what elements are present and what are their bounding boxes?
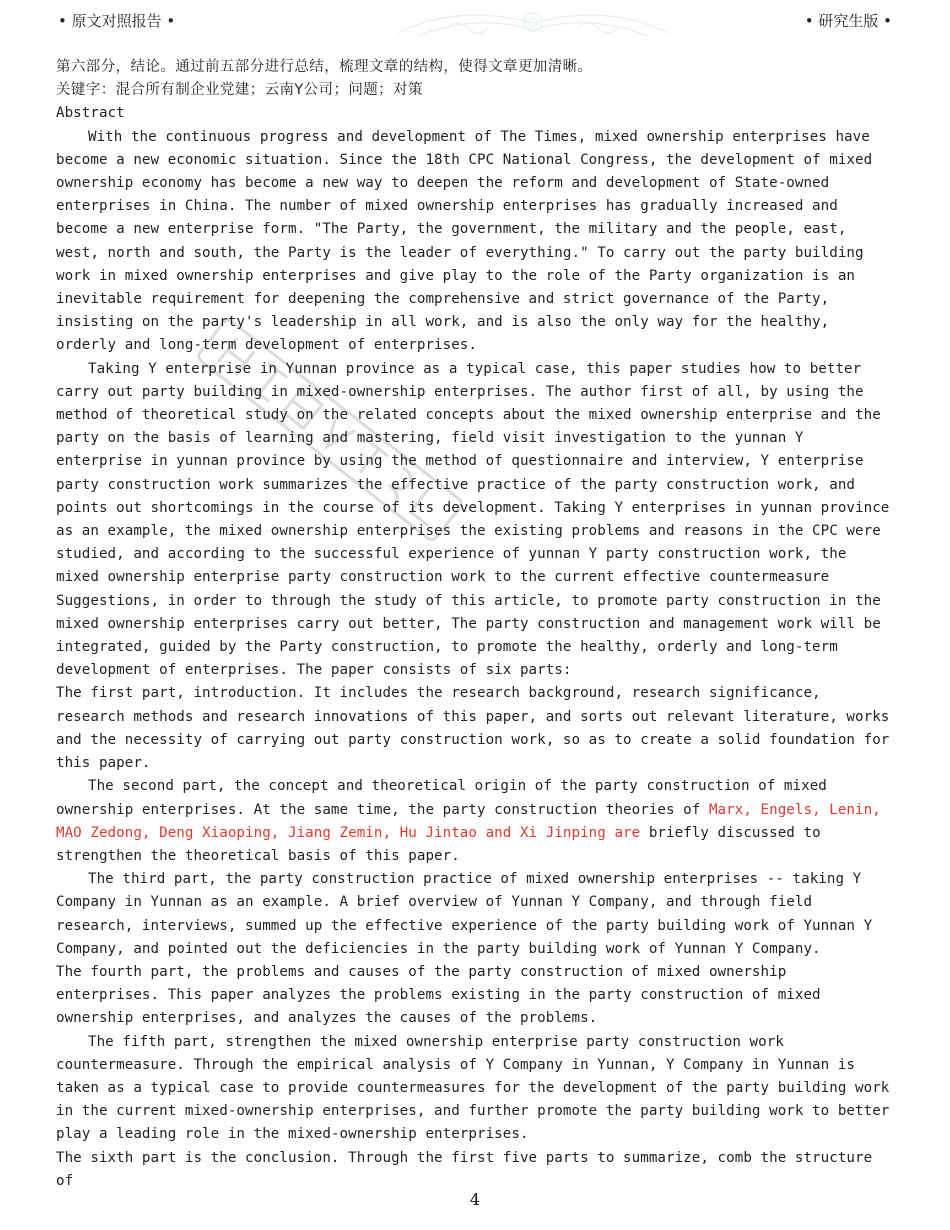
edition-label: • 研究生版 •: [804, 12, 892, 30]
page-header: [58, 8, 892, 32]
part2-text-end: briefly discussed to strengthen the theoretical basis of this paper.: [56, 824, 821, 864]
page-number: 4: [469, 1190, 481, 1209]
keywords-cn: 关键字：混合所有制企业党建；云南Y公司；问题；对策: [56, 82, 423, 99]
abstract-paragraph-part2: [56, 775, 894, 868]
conclusion-summary-cn: 第六部分，结论。通过前五部分进行总结，梳理文章的结构，使得文章更加清晰。: [56, 59, 593, 75]
document-body: [56, 56, 894, 1193]
part2-text-start: The second part, the concept and theoretical origin of the party construction of mixed ownership enterprises. At the same time, the party construction theories of: [56, 778, 827, 818]
abstract-heading: Abstract: [56, 105, 125, 122]
abstract-paragraph-part6: The sixth part is the conclusion. Through the first five parts to summarize, comb the structure of: [56, 1149, 873, 1189]
report-type-label: • 原文对照报告 •: [58, 12, 176, 30]
highlighted-text: Marx, Engels, Lenin, MAO Zedong, Deng Xiaoping, Jiang Zemin, Hu Jintao and Xi Jinping are: [56, 801, 881, 841]
abstract-paragraph-part5: The fifth part, strengthen the mixed ownership enterprise party construction work countermeasure. Through the empirical analysis of Y Company in Yunnan, Y Company in Yunnan is taken as a typical case to provide countermeasures for the development of the party building work in the current mixed-ownership enterprises, and further promote the party building work to better play a leading role in the mixed-ownership enterprises.: [56, 1033, 890, 1143]
abstract-paragraph-part3: The third part, the party construction practice of mixed ownership enterprises -- taking Y Company in Yunnan as an example. A brief overview of Yunnan Y Company, and through field research, interviews, summed up the effective experience of the party building work of Yunnan Y Company, and pointed out the deficiencies in the party building work of Yunnan Y Company.: [56, 871, 873, 957]
abstract-paragraph-part1: The first part, introduction. It includes the research background, research significance, research methods and research innovations of this paper, and sorts out relevant literature, works and the necessity of carrying out party construction work, so as to create a solid foundation for this paper.: [56, 685, 890, 772]
abstract-paragraph-part4: The fourth part, the problems and causes of the party construction of mixed ownership enterprises. This paper analyzes the problems existing in the party construction of mixed ownership enterprises, and analyzes the causes of the problems.: [56, 963, 821, 1027]
abstract-paragraph-1: With the continuous progress and development of The Times, mixed ownership enterprises have become a new economic situation. Since the 18th CPC National Congress, the development of mixed ownership economy has become a new way to deepen the reform and development of State-owned enterprises in China. The number of mixed ownership enterprises has gradually increased and become a new enterprise form. "The Party, the government, the military and the people, east, west, north and south, the Party is the leader of everything." To carry out the party building work in mixed ownership enterprises and give play to the role of the Party organization is an inevitable requirement for deepening the comprehensive and strict governance of the Party, insisting on the party's leadership in all work, and is also the only way for the healthy, orderly and long-term development of enterprises.: [56, 128, 873, 354]
abstract-paragraph-2: Taking Y enterprise in Yunnan province as a typical case, this paper studies how to better carry out party building in mixed-ownership enterprises. The author first of all, by using the method of theoretical study on the related concepts about the mixed ownership enterprise and the party on the basis of learning and mastering, field visit investigation to the yunnan Y enterprise in yunnan province by using the method of questionnaire and interview, Y enterprise party construction work summarizes the effective practice of the party construction work, and points out shortcomings in the course of its development. Taking Y enterprises in yunnan province as an example, the mixed ownership enterprises the existing problems and reasons in the CPC were studied, and according to the successful experience of yunnan Y party construction work, the mixed ownership enterprise party construction work to the current effective countermeasure Suggestions, in order to through the study of this article, to promote party construction in the mixed ownership enterprises carry out better, The party construction and management work will be integrated, guided by the Party construction, to promote the healthy, orderly and long-term development of enterprises. The paper consists of six parts:: [56, 360, 890, 679]
header-ornament-icon: [388, 8, 678, 38]
